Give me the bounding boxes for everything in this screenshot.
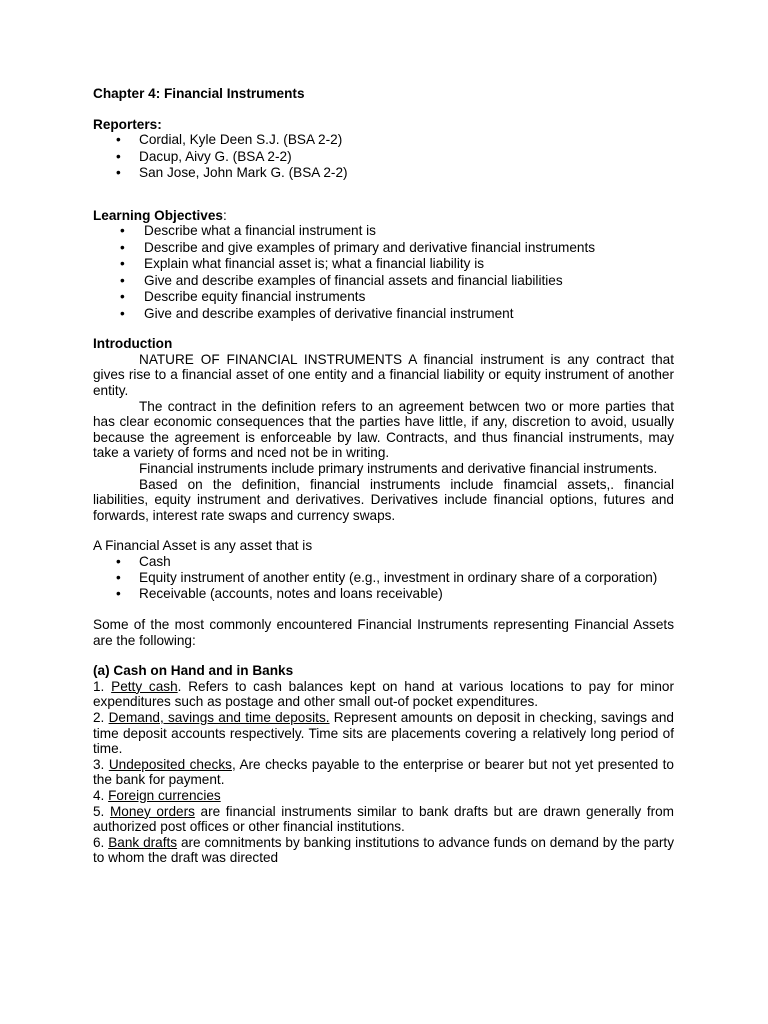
financial-asset-item: • Cash — [93, 554, 674, 570]
section-a-heading: (a) Cash on Hand and in Banks — [93, 663, 294, 679]
cash-item — [93, 679, 674, 710]
document-body — [93, 86, 674, 866]
cash-item-term: Bank drafts — [108, 834, 178, 850]
cash-item-number: 3. — [93, 756, 109, 772]
intro-paragraph: The contract in the definition refers to an agreement betwcen two or more parties that has clear economic consequences that the parties have little, if any, discretion to avoid, usually because the agreement is enforceable by law. Contracts, and thus financial instruments, may take a variety of forms and nced not be in writing. — [93, 398, 674, 461]
objectives-heading-line — [93, 208, 674, 224]
cash-item-text: are financial instruments similar to bank drafts but are drawn generally from authorized post offices or other financial institutions. — [93, 803, 675, 835]
objective-item: • Explain what financial asset is; what a financial liability is — [93, 256, 674, 273]
cash-item — [93, 710, 674, 757]
reporter-item: • Dacup, Aivy G. (BSA 2-2) — [93, 149, 674, 166]
intro-paragraph: Financial instruments include primary instruments and derivative financial instruments. — [139, 461, 658, 477]
objective-item: • Describe what a financial instrument is — [93, 223, 674, 240]
cash-item-term: Undeposited checks — [108, 756, 232, 772]
cash-item-number: 4. — [93, 787, 109, 803]
reporters-heading: Reporters: — [93, 116, 162, 132]
financial-asset-item: • Equity instrument of another entity (e.g., investment in ordinary share of a corporation) — [93, 570, 674, 586]
objectives-list — [93, 223, 674, 322]
objective-item: • Describe equity financial instruments — [93, 289, 674, 306]
cash-item-number: 6. — [93, 834, 109, 850]
intro-paragraph: NATURE OF FINANCIAL INSTRUMENTS A financial instrument is any contract that gives rise to a financial asset of one entity and a financial liability or equity instrument of another entity. — [93, 351, 674, 399]
common-instruments-paragraph: Some of the most commonly encountered Financial Instruments representing Financial Assets are the following: — [93, 617, 674, 648]
chapter-title: Chapter 4: Financial Instruments — [93, 86, 305, 101]
cash-item-term: Petty cash — [111, 678, 178, 694]
objective-item: • Describe and give examples of primary and derivative financial instruments — [93, 240, 674, 257]
cash-item-term: Foreign currencies — [108, 787, 221, 803]
financial-asset-item: • Receivable (accounts, notes and loans receivable) — [93, 586, 674, 602]
cash-item-text: are comnitments by banking institutions to advance funds on demand by the party to whom the draft was directed — [93, 834, 674, 866]
objectives-colon: : — [222, 207, 227, 223]
reporters-list — [93, 132, 674, 182]
objective-item: • Give and describe examples of financial assets and financial liabilities — [93, 273, 674, 290]
intro-paragraph: Based on the definition, financial instruments include finamcial assets,. financial liabilities, equity instrument and derivatives. Derivatives include financial options, futures and forwards, interest rate swaps and currency swaps. — [93, 476, 674, 523]
cash-item — [93, 788, 674, 804]
cash-item-number: 1. — [93, 678, 112, 694]
cash-item-term: Demand, savings and time deposits. — [108, 709, 330, 725]
reporter-item: • Cordial, Kyle Deen S.J. (BSA 2-2) — [93, 132, 674, 149]
cash-item-text: Represent amounts on deposit in checking, savings and time deposit accounts respectively. Time sits are placements covering a relatively long period of time. — [93, 709, 674, 757]
cash-item-text: , Are checks payable to the enterprise or bearer but not yet presented to the bank for payment. — [93, 756, 674, 788]
cash-item-number: 2. — [93, 709, 109, 725]
financial-asset-intro: A Financial Asset is any asset that is — [93, 538, 313, 554]
objectives-heading: Learning Objectives — [93, 207, 223, 223]
cash-item-term: Money orders — [109, 803, 195, 819]
cash-item — [93, 757, 674, 788]
cash-item-number: 5. — [93, 803, 110, 819]
objective-item: • Give and describe examples of derivative financial instrument — [93, 306, 674, 323]
cash-item-text: . Refers to cash balances kept on hand at various locations to pay for minor expenditures such as postage and other small out-of pocket expenditures. — [93, 678, 675, 710]
reporter-item: • San Jose, John Mark G. (BSA 2-2) — [93, 165, 674, 182]
cash-item — [93, 835, 674, 866]
introduction-heading: Introduction — [93, 336, 173, 352]
cash-item — [93, 804, 674, 835]
financial-asset-list — [93, 554, 674, 602]
